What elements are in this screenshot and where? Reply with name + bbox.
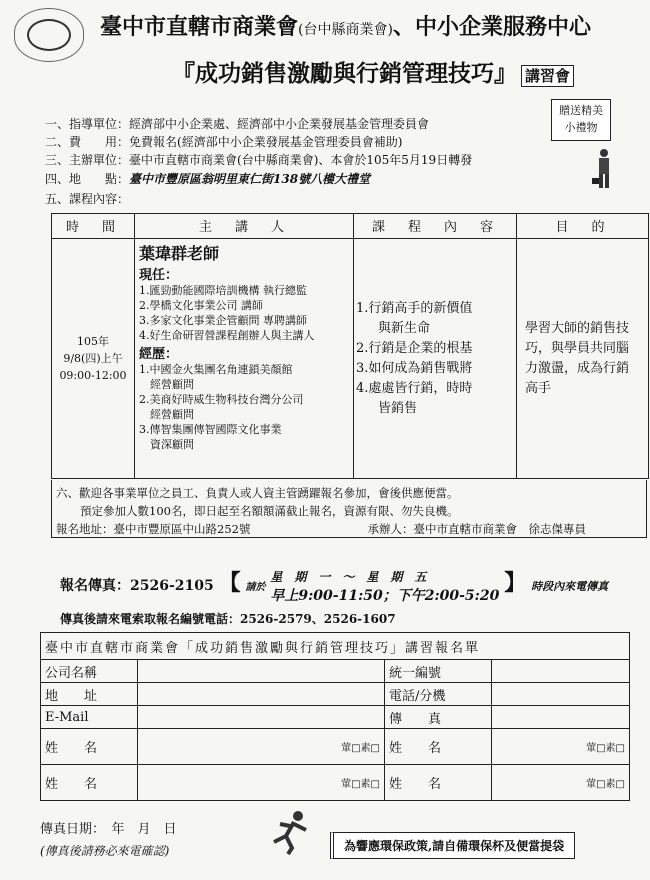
businessman-icon — [590, 148, 616, 190]
diet-checkbox[interactable]: 葷□素□ — [341, 778, 380, 790]
content-cell: 1.行銷高手的新價值 與新生命 2.行銷是企業的根基 3.如何成為銷售戰將 4.處處皆行銷，時時 皆銷售 — [354, 239, 517, 479]
label-name: 姓 名 — [41, 729, 138, 765]
signup-address: 報名地址：臺中市豐原區中山路252號 — [56, 522, 251, 536]
title-main: 臺中市直轄市商業會 — [100, 14, 299, 40]
tax-id-field[interactable] — [492, 660, 630, 683]
course-table — [51, 213, 649, 479]
current-list: 1.匯勁動能國際培訓機構 執行總監 2.學橋文化事業公司 講師 3.多家文化事業企管顧問 專聘講師 4.好生命研習營課程創辦人與主講人 — [139, 284, 315, 342]
fax-field[interactable] — [492, 706, 630, 729]
name-field[interactable] — [138, 765, 385, 801]
gift-line-2: 小禮物 — [564, 121, 598, 134]
speaker-cell: 葉瑋群老師 現任： 1.匯勁動能國際培訓機構 執行總監 2.學橋文化事業公司 講師 3.多家文化事業企管顧問 專聘講師 4.好生命研習營課程創辦人與主講人 經歷： 1.中國金火集團名角連鎖美顏館 經營顧問 2.美商好時威生物科技台灣分公司 經營顧問 3.傳智集團傳智國際文化事業 資深顧問 — [135, 239, 354, 479]
name-field[interactable] — [492, 765, 630, 801]
organizer: 承辦人：臺中市直轄市商業會 徐志傑專員 — [367, 522, 586, 536]
course-title — [172, 55, 574, 88]
running-man-icon — [260, 808, 320, 856]
time-cell: 105年 9/8(四)上午 09:00-12:00 — [52, 239, 135, 479]
label-email: E-Mail — [41, 706, 138, 729]
label-phone: 電話/分機 — [385, 683, 492, 706]
fax-line: 報名傳真：2526-2105 【 請於 星 期 一 ～ 星 期 五 早上9:00-11:50；下午2:00-5:20 】 時段內來電傳真 — [60, 569, 609, 604]
email-field[interactable] — [138, 706, 385, 729]
diet-checkbox[interactable]: 葷□素□ — [586, 742, 625, 754]
fax-number: 報名傳真：2526-2105 — [60, 578, 214, 594]
diet-checkbox[interactable]: 葷□素□ — [341, 742, 380, 754]
label-fax: 傳 真 — [385, 706, 492, 729]
label-company: 公司名稱 — [41, 660, 138, 683]
info-guidance: 一、指導單位：經濟部中小企業處、經濟部中小企業發展基金管理委員會 — [45, 117, 430, 131]
col-goal: 目 的 — [517, 214, 649, 239]
goal-cell: 學習大師的銷售技巧，與學員共同腦力激盪，成為行銷高手 — [517, 239, 649, 479]
gift-badge — [551, 99, 611, 141]
fax-date: 傳真日期： 年 月 日 — [40, 822, 177, 837]
gift-line-1: 贈送精美 — [559, 104, 603, 117]
address-field[interactable] — [138, 683, 385, 706]
association-logo — [14, 8, 84, 62]
speaker-name: 葉瑋群老師 — [139, 244, 220, 263]
fax-note: (傳真後請務必來電確認) — [40, 844, 170, 858]
col-time: 時 間 — [52, 214, 135, 239]
info-location: 四、地 點：臺中市豐原區翁明里東仁街138號八樓大禮堂 — [45, 172, 371, 186]
diet-checkbox[interactable]: 葷□素□ — [586, 778, 625, 790]
name-field[interactable] — [138, 729, 385, 765]
label-address: 地 址 — [41, 683, 138, 706]
title-tail: 、中小企業服務中心 — [392, 14, 591, 40]
course-title-text: 『成功銷售激勵與行銷管理技巧』 — [172, 60, 517, 87]
info-host: 三、主辦單位：臺中市直轄市商業會(台中縣商業會)、本會於105年5月19日轉發 — [45, 153, 473, 167]
label-name: 姓 名 — [385, 765, 492, 801]
label-name: 姓 名 — [41, 765, 138, 801]
experience-list: 1.中國金火集團名角連鎖美顏館 經營顧問 2.美商好時威生物科技台灣分公司 經營顧問 3.傳智集團傳智國際文化事業 資深顧問 — [139, 363, 304, 451]
title-paren: (台中縣商業會) — [298, 22, 393, 38]
company-field[interactable] — [138, 660, 385, 683]
course-tag: 講習會 — [521, 65, 574, 87]
info-fee: 二、費 用：免費報名(經濟部中小企業發展基金管理委員會補助) — [45, 135, 403, 149]
info-course: 五、課程內容： — [45, 192, 130, 206]
label-tax-id: 統一編號 — [385, 660, 492, 683]
confirm-phone: 傳真後請來電索取報名編號電話：2526-2579、2526-1607 — [60, 612, 396, 626]
name-field[interactable] — [492, 729, 630, 765]
phone-field[interactable] — [492, 683, 630, 706]
notes-box: 六、歡迎各事業單位之員工、負責人或人資主管踴躍報名參加，會後供應便當。 預定參加人數100名，即日起至名額額滿截止報名，資源有限、勿失良機。 報名地址：臺中市豐原區中山路252號 承辦人：臺中市直轄市商業會 徐志傑專員 — [51, 480, 647, 538]
col-speaker: 主 講 人 — [135, 214, 354, 239]
page-title — [100, 10, 591, 41]
col-content: 課 程 內 容 — [354, 214, 517, 239]
label-name: 姓 名 — [385, 729, 492, 765]
registration-form — [40, 632, 630, 801]
form-title: 臺中市直轄市商業會「成功銷售激勵與行銷管理技巧」講習報名單 — [41, 633, 630, 660]
eco-notice: 為響應環保政策,請自備環保杯及便當提袋 — [330, 832, 575, 859]
